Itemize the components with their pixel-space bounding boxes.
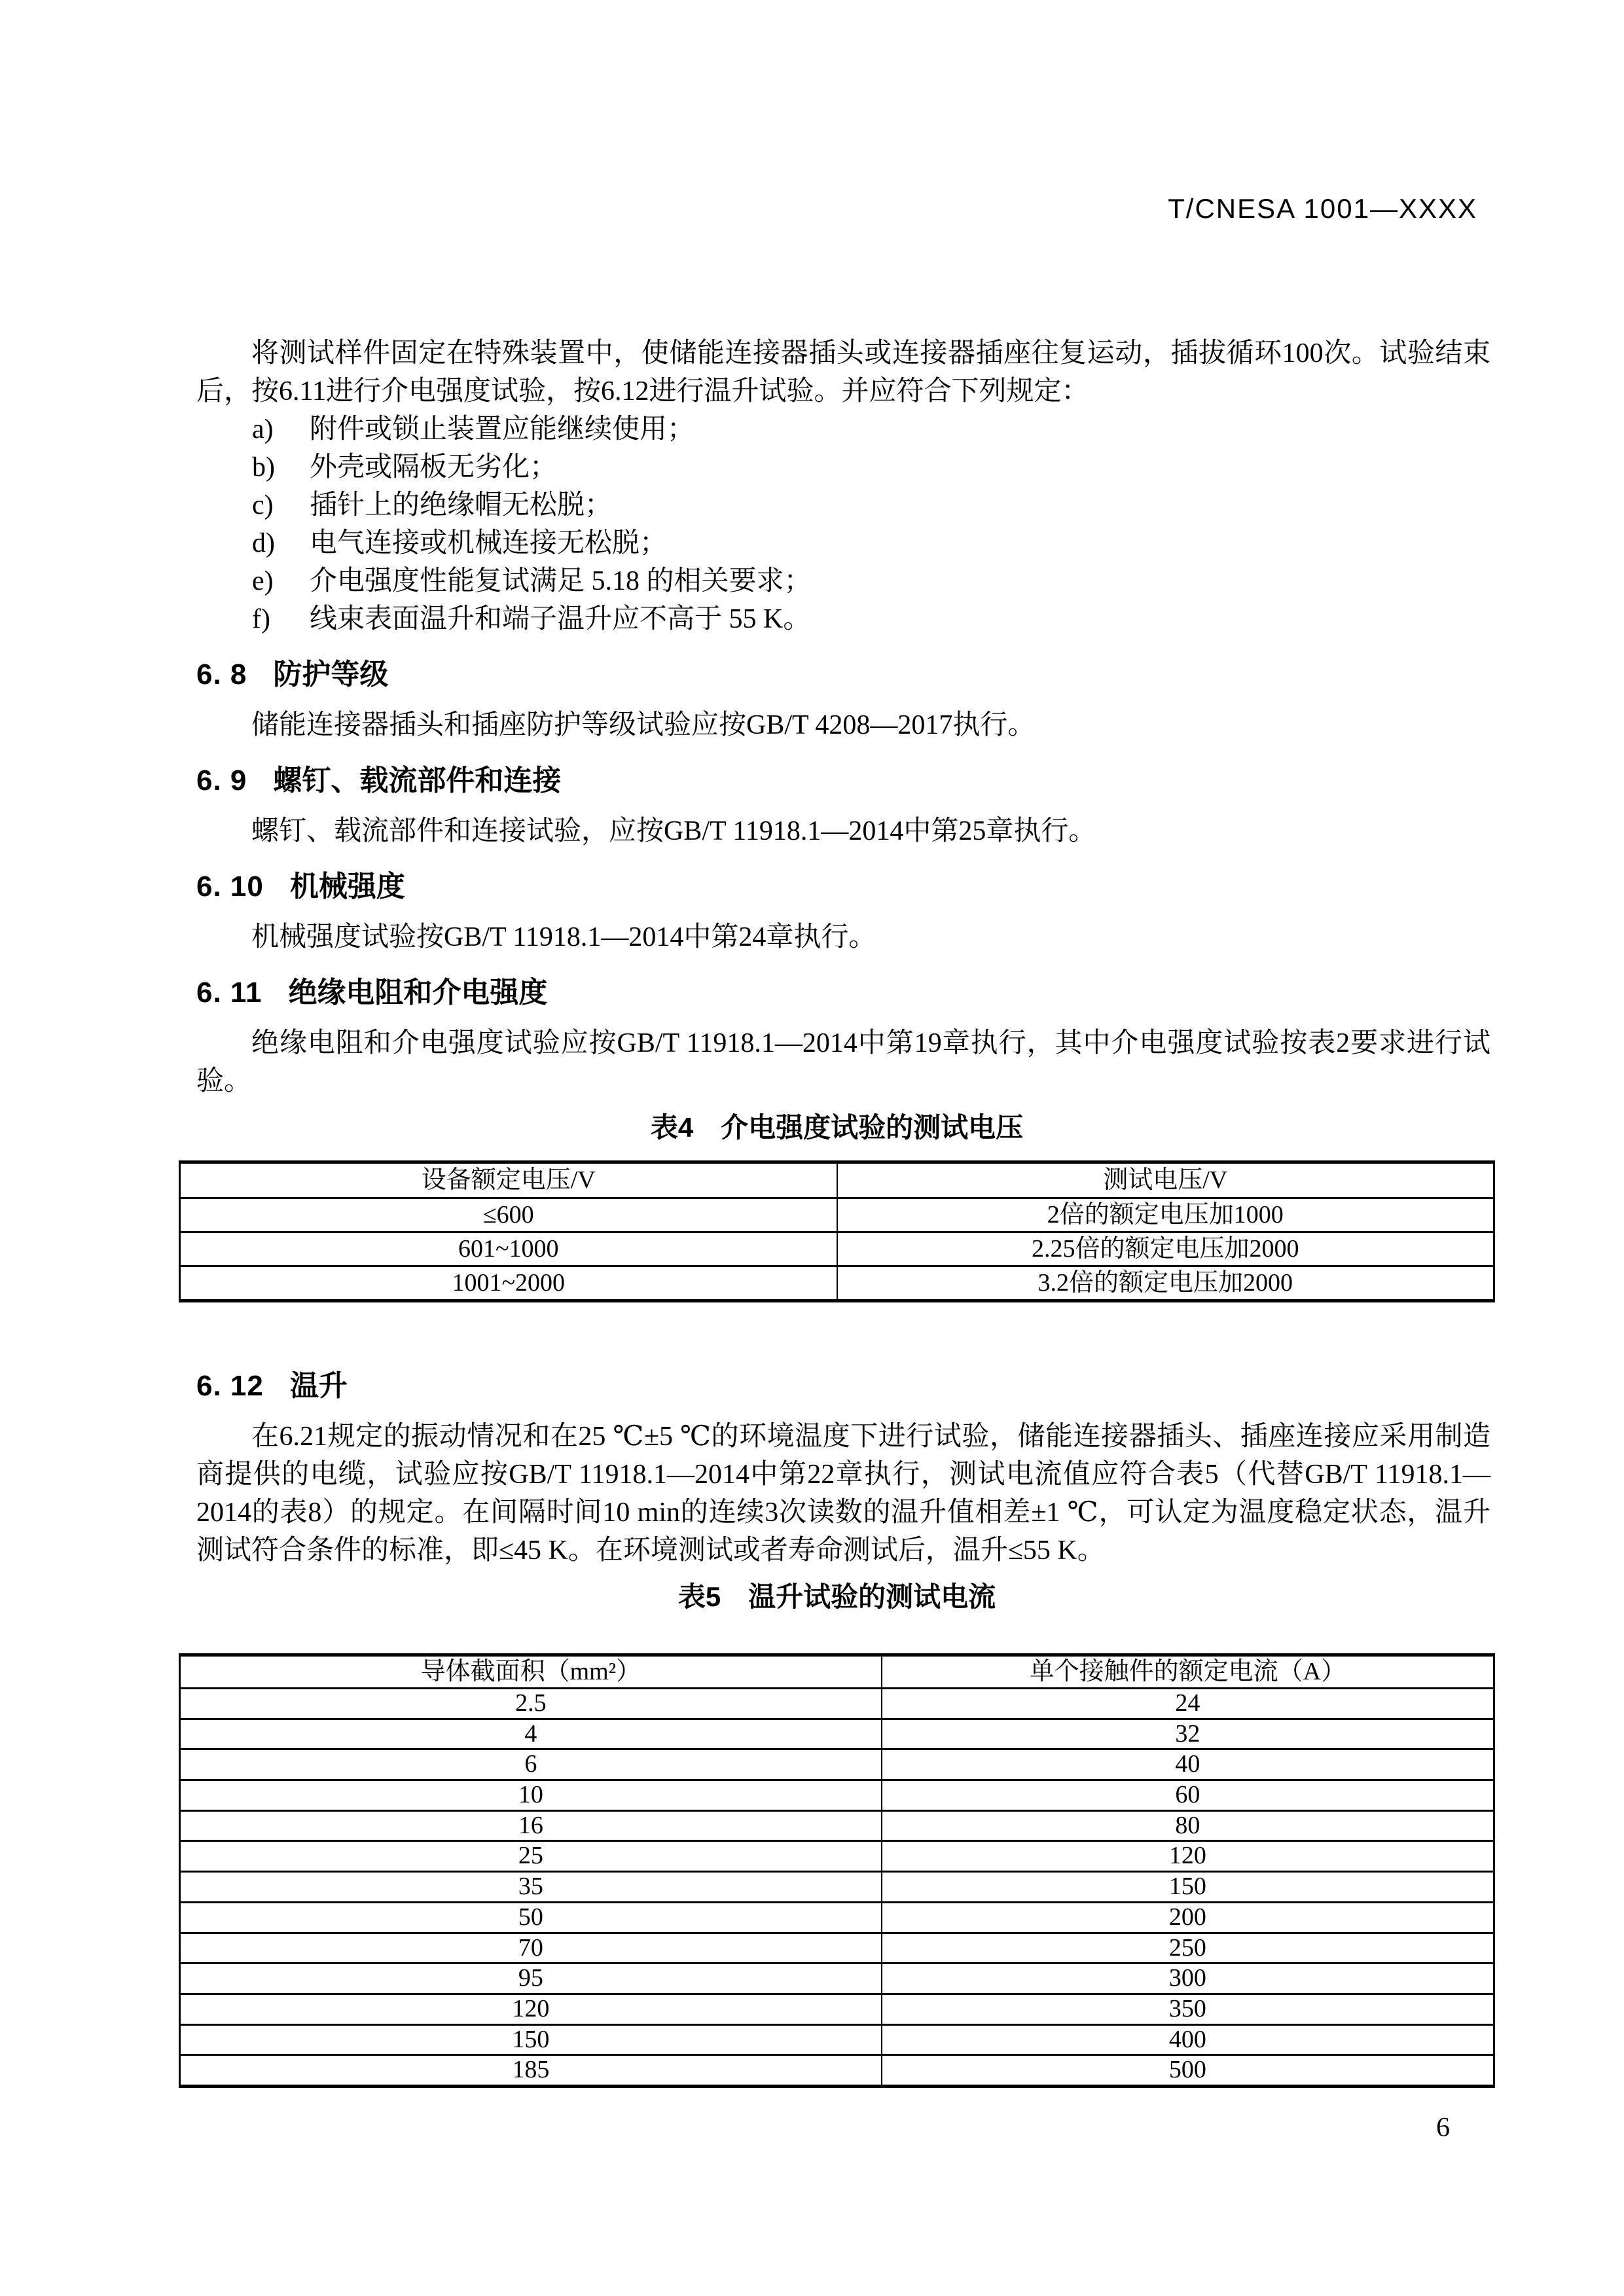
section-6-11 bbox=[196, 972, 1490, 1100]
table-cell: 120 bbox=[882, 1841, 1494, 1872]
section-title: 机械强度 bbox=[289, 870, 405, 903]
list-item-label: c) bbox=[252, 490, 274, 520]
table-cell: 500 bbox=[882, 2055, 1494, 2087]
section-title: 防护等级 bbox=[273, 658, 389, 691]
list-item-text: 介电强度性能复试满足 5.18 的相关要求； bbox=[310, 566, 812, 596]
table-5-header-row bbox=[180, 1655, 1494, 1689]
section-6-12-paragraph: 在6.21规定的振动情况和在25 ℃±5 ℃的环境温度下进行试验，储能连接器插头、插座连接应采用制造商提供的电缆，试验应按GB/T 11918.1—2014中第22章执行，测试电流值应符合表5（代替GB/T 11918.1—2014的表8）的规定。在间隔时间10 min的连续3次读数的温升值相差±1 ℃，可认定为温度稳定状态，温升测试符合条件的标准，即≤45 K。在环境测试或者寿命测试后，温升≤55 K。 bbox=[196, 1422, 1490, 1566]
section-title: 温升 bbox=[289, 1370, 348, 1402]
table-cell: 25 bbox=[180, 1841, 882, 1872]
running-header: T/CNESA 1001—XXXX bbox=[1168, 193, 1477, 224]
table-row bbox=[180, 1872, 1494, 1903]
table-cell: 6 bbox=[180, 1749, 882, 1780]
table-row bbox=[180, 1841, 1494, 1872]
table-row bbox=[180, 1994, 1494, 2024]
section-6-9-paragraph: 螺钉、载流部件和连接试验，应按GB/T 11918.1—2014中第25章执行。 bbox=[251, 816, 1096, 846]
table-4-header-row bbox=[180, 1162, 1494, 1198]
section-title: 绝缘电阻和介电强度 bbox=[288, 977, 548, 1009]
list-item-text: 外壳或隔板无劣化； bbox=[310, 452, 558, 482]
table-row bbox=[180, 1232, 1494, 1266]
list-item-text: 插针上的绝缘帽无松脱； bbox=[310, 490, 613, 520]
table-cell: 400 bbox=[882, 2024, 1494, 2055]
section-6-10-paragraph: 机械强度试验按GB/T 11918.1—2014中第24章执行。 bbox=[251, 922, 876, 952]
table-cell: 10 bbox=[180, 1780, 882, 1811]
table-cell: 80 bbox=[882, 1810, 1494, 1841]
table-cell: 300 bbox=[882, 1964, 1494, 1994]
table-cell: 250 bbox=[882, 1933, 1494, 1964]
table-cell: 70 bbox=[180, 1933, 882, 1964]
intro-paragraph: 将测试样件固定在特殊装置中，使储能连接器插头或连接器插座往复运动，插拔循环100次。试验结束后，按6.11进行介电强度试验，按6.12进行温升试验。并应符合下列规定： bbox=[196, 338, 1490, 406]
section-6-12 bbox=[196, 1365, 1490, 1570]
table-row bbox=[180, 1964, 1494, 1994]
table-cell: 1001~2000 bbox=[180, 1266, 837, 1301]
list-item-label: a) bbox=[252, 414, 274, 444]
section-6-9 bbox=[196, 760, 1490, 850]
table-row bbox=[180, 1719, 1494, 1749]
list-item bbox=[252, 410, 1490, 448]
section-6-11-heading bbox=[196, 972, 1490, 1014]
section-number: 6. 10 bbox=[196, 870, 264, 903]
list-item-text: 线束表面温升和端子温升应不高于 55 K。 bbox=[310, 604, 811, 634]
section-6-9-heading bbox=[196, 760, 1490, 802]
section-6-8 bbox=[196, 654, 1490, 744]
section-number: 6. 9 bbox=[196, 764, 247, 797]
list-item bbox=[252, 486, 1490, 524]
table-cell: ≤600 bbox=[180, 1198, 837, 1232]
table-cell: 150 bbox=[180, 2024, 882, 2055]
section-title: 螺钉、载流部件和连接 bbox=[273, 764, 562, 797]
table-cell: 150 bbox=[882, 1872, 1494, 1903]
table-row bbox=[180, 1749, 1494, 1780]
table-cell: 40 bbox=[882, 1749, 1494, 1780]
page-number: 6 bbox=[1436, 2113, 1450, 2143]
section-6-10-heading bbox=[196, 866, 1490, 908]
table-row bbox=[180, 1902, 1494, 1933]
list-item-label: d) bbox=[252, 528, 275, 558]
list-item bbox=[252, 524, 1490, 562]
table-4-header-cell: 设备额定电压/V bbox=[180, 1162, 837, 1198]
table-4 bbox=[179, 1160, 1495, 1302]
table-cell: 2.5 bbox=[180, 1689, 882, 1719]
page-content bbox=[196, 0, 1490, 2088]
table-cell: 185 bbox=[180, 2055, 882, 2087]
table-cell: 4 bbox=[180, 1719, 882, 1749]
table-row bbox=[180, 1266, 1494, 1301]
table-row bbox=[180, 2055, 1494, 2087]
requirement-list bbox=[196, 410, 1490, 638]
list-item bbox=[252, 562, 1490, 600]
list-item-text: 附件或锁止装置应能继续使用； bbox=[310, 414, 695, 444]
table-5-header-cell: 导体截面积（mm²） bbox=[180, 1655, 882, 1689]
table-5-caption: 表5 温升试验的测试电流 bbox=[677, 1581, 996, 1612]
table-4-block bbox=[179, 1108, 1495, 1302]
table-cell: 50 bbox=[180, 1902, 882, 1933]
table-cell: 601~1000 bbox=[180, 1232, 837, 1266]
table-cell: 24 bbox=[882, 1689, 1494, 1719]
table-cell: 2.25倍的额定电压加2000 bbox=[837, 1232, 1494, 1266]
table-row bbox=[180, 1689, 1494, 1719]
list-item bbox=[252, 448, 1490, 486]
list-item-text: 电气连接或机械连接无松脱； bbox=[310, 528, 668, 558]
table-cell: 32 bbox=[882, 1719, 1494, 1749]
section-6-12-heading bbox=[196, 1365, 1490, 1407]
table-cell: 2倍的额定电压加1000 bbox=[837, 1198, 1494, 1232]
table-cell: 350 bbox=[882, 1994, 1494, 2024]
table-row bbox=[180, 1780, 1494, 1811]
table-cell: 16 bbox=[180, 1810, 882, 1841]
section-number: 6. 8 bbox=[196, 658, 247, 691]
table-4-header-cell: 测试电压/V bbox=[837, 1162, 1494, 1198]
table-5-block bbox=[179, 1577, 1495, 2088]
list-item-label: f) bbox=[252, 604, 270, 634]
table-cell: 95 bbox=[180, 1964, 882, 1994]
table-cell: 200 bbox=[882, 1902, 1494, 1933]
table-cell: 120 bbox=[180, 1994, 882, 2024]
table-cell: 60 bbox=[882, 1780, 1494, 1811]
table-cell: 35 bbox=[180, 1872, 882, 1903]
section-6-8-paragraph: 储能连接器插头和插座防护等级试验应按GB/T 4208—2017执行。 bbox=[251, 710, 1036, 740]
table-5 bbox=[179, 1653, 1495, 2088]
table-5-header-cell: 单个接触件的额定电流（A） bbox=[882, 1655, 1494, 1689]
table-row bbox=[180, 1810, 1494, 1841]
table-cell: 3.2倍的额定电压加2000 bbox=[837, 1266, 1494, 1301]
table-row bbox=[180, 2024, 1494, 2055]
section-number: 6. 12 bbox=[196, 1370, 264, 1402]
list-item bbox=[252, 600, 1490, 638]
list-item-label: b) bbox=[252, 452, 275, 482]
table-4-caption: 表4 介电强度试验的测试电压 bbox=[650, 1112, 1024, 1143]
section-6-8-heading bbox=[196, 654, 1490, 696]
section-6-10 bbox=[196, 866, 1490, 956]
list-item-label: e) bbox=[252, 566, 274, 596]
section-6-11-paragraph: 绝缘电阻和介电强度试验应按GB/T 11918.1—2014中第19章执行，其中介电强度试验按表2要求进行试验。 bbox=[196, 1028, 1490, 1096]
section-number: 6. 11 bbox=[196, 977, 262, 1009]
table-row bbox=[180, 1198, 1494, 1232]
table-row bbox=[180, 1933, 1494, 1964]
